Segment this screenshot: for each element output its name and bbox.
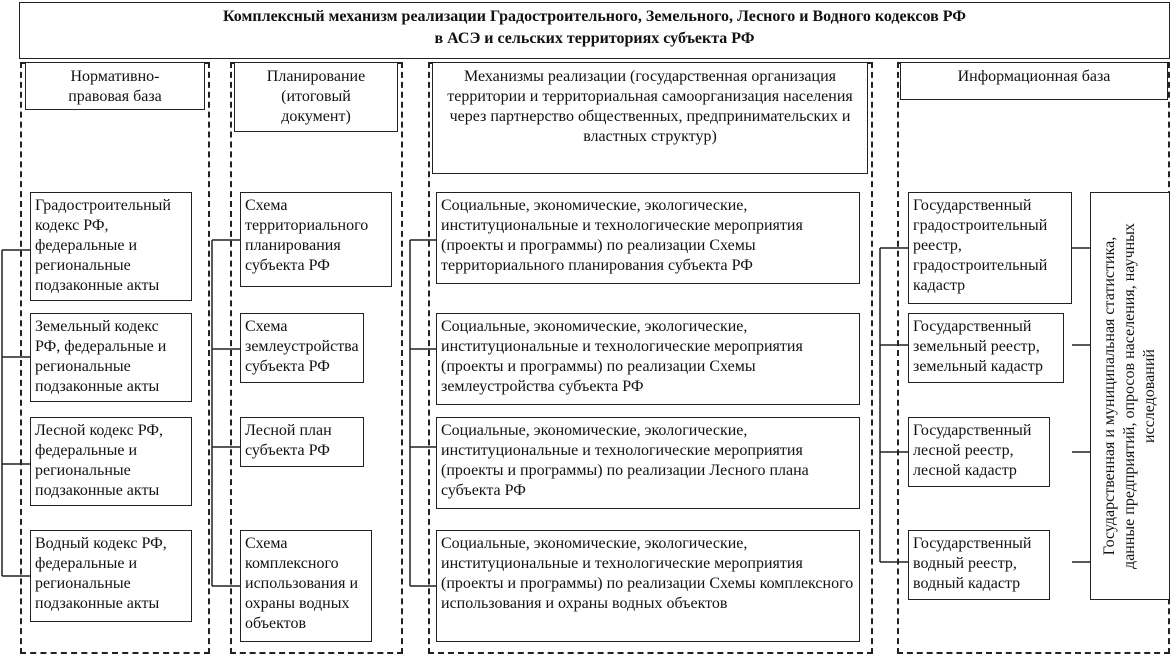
normative-item-land: Земельный кодекс РФ, федеральные и региональные подзаконные акты — [30, 313, 192, 402]
planning-item-territorial: Схема территориального планирования субъекта РФ — [240, 192, 392, 287]
info-side-box — [1090, 192, 1170, 600]
planning-item-water: Схема комплексного использования и охраны водных объектов — [240, 530, 372, 642]
info-side-text: Государственная и муниципальная статистика, данные предприятий, опросов населения, научных исследований — [1101, 223, 1158, 569]
info-item-forest: Государственный лесной реестр, лесной кадастр — [908, 417, 1050, 487]
info-item-land: Государственный земельный реестр, земельный кадастр — [908, 313, 1064, 383]
info-item-urban: Государственный градостроительный реестр, градостроительный кадастр — [908, 192, 1072, 304]
title-line-2: в АСЭ и сельских территориях субъекта РФ — [434, 30, 755, 47]
mechanism-item-forest: Социальные, экономические, экологические, институциональные и технологические мероприятия (проекты и программы) по реализации Лесного плана субъекта РФ — [436, 417, 860, 509]
normative-item-urban: Градостроительный кодекс РФ, федеральные и региональные подзаконные акты — [30, 192, 192, 301]
planning-item-land: Схема землеустройства субъекта РФ — [240, 313, 364, 383]
mechanism-item-land: Социальные, экономические, экологические, институциональные и технологические мероприятия (проекты и программы) по реализации Схемы землеустройства субъекта РФ — [436, 313, 860, 405]
normative-header: Нормативно-правовая база — [25, 62, 205, 110]
planning-header: Планирование (итоговый документ) — [234, 62, 398, 132]
normative-item-water: Водный кодекс РФ, федеральные и региональные подзаконные акты — [30, 530, 192, 622]
mechanism-item-territorial: Социальные, экономические, экологические, институциональные и технологические мероприятия (проекты и программы) по реализации Схемы территориального планирования субъекта РФ — [436, 192, 860, 284]
title-line-1: Комплексный механизм реализации Градостроительного, Земельного, Лесного и Водного кодексов РФ — [222, 8, 967, 25]
normative-item-forest: Лесной кодекс РФ, федеральные и региональные подзаконные акты — [30, 417, 192, 506]
planning-item-forest: Лесной план субъекта РФ — [240, 417, 364, 467]
info-item-water: Государственный водный реестр, водный кадастр — [908, 530, 1050, 600]
info-header: Информационная база — [900, 62, 1168, 100]
mechanism-item-water: Социальные, экономические, экологические, институциональные и технологические мероприятия (проекты и программы) по реализации Схемы комплексного использования и охраны водных объектов — [436, 530, 860, 642]
mechanisms-header: Механизмы реализации (государственная организация территории и территориальная самоорганизация населения через партнерство общественных, предпринимательских и властных структур) — [432, 62, 868, 174]
